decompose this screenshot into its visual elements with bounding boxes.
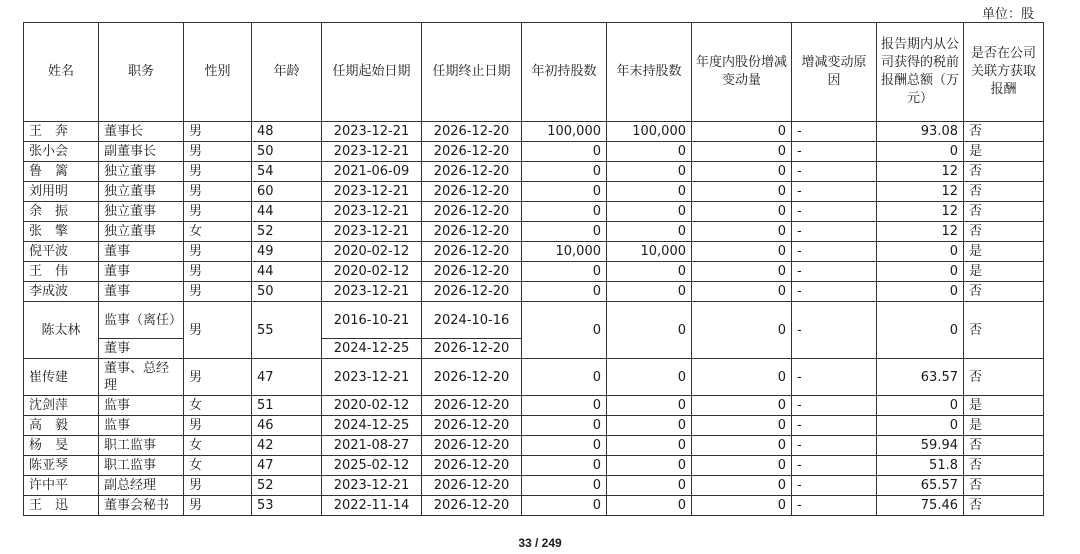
- cell-pretax-pay: 0: [877, 396, 964, 416]
- cell-pretax-pay: 0: [877, 302, 964, 359]
- cell-begin-shares: 0: [522, 476, 607, 496]
- cell-term-start: 2020-02-12: [322, 242, 422, 262]
- cell-age: 49: [252, 242, 322, 262]
- cell-title: 监事: [99, 396, 184, 416]
- cell-related-pay: 否: [964, 302, 1044, 359]
- table-header-row: [24, 23, 1044, 122]
- cell-begin-shares: 0: [522, 202, 607, 222]
- cell-begin-shares: 0: [522, 262, 607, 282]
- cell-gender: 男: [184, 476, 252, 496]
- cell-end-shares: 0: [607, 142, 692, 162]
- cell-term-end: 2026-12-20: [422, 436, 522, 456]
- table-row: [24, 262, 1044, 282]
- cell-related-pay: 是: [964, 396, 1044, 416]
- cell-name: 陈亚琴: [24, 456, 99, 476]
- cell-end-shares: 0: [607, 416, 692, 436]
- cell-term-end: 2026-12-20: [422, 262, 522, 282]
- cell-name: 倪平波: [24, 242, 99, 262]
- cell-title: 董事: [99, 262, 184, 282]
- cell-end-shares: 0: [607, 456, 692, 476]
- cell-age: 42: [252, 436, 322, 456]
- cell-name: 杨 旻: [24, 436, 99, 456]
- cell-age: 55: [252, 302, 322, 359]
- cell-change-reason: -: [792, 496, 877, 516]
- header-term-start: 任期起始日期: [322, 23, 422, 122]
- cell-gender: 女: [184, 222, 252, 242]
- cell-age: 50: [252, 282, 322, 302]
- cell-term-start: 2023-12-21: [322, 142, 422, 162]
- cell-related-pay: 否: [964, 476, 1044, 496]
- cell-change-reason: -: [792, 359, 877, 396]
- cell-change-reason: -: [792, 416, 877, 436]
- cell-related-pay: 否: [964, 182, 1044, 202]
- cell-term-start: 2020-02-12: [322, 262, 422, 282]
- cell-end-shares: 100,000: [607, 122, 692, 142]
- cell-begin-shares: 0: [522, 496, 607, 516]
- cell-name: 鲁 篱: [24, 162, 99, 182]
- cell-term-end: 2026-12-20: [422, 242, 522, 262]
- cell-name: 沈剑萍: [24, 396, 99, 416]
- unit-label: 单位：股: [981, 7, 1034, 22]
- cell-age: 60: [252, 182, 322, 202]
- cell-term-start: 2023-12-21: [322, 359, 422, 396]
- cell-name: 王 迅: [24, 496, 99, 516]
- cell-begin-shares: 0: [522, 416, 607, 436]
- cell-title: 董事、总经理: [99, 359, 184, 396]
- cell-term-end: 2026-12-20: [422, 162, 522, 182]
- page-number: 33 / 249: [518, 536, 562, 550]
- cell-pretax-pay: 63.57: [877, 359, 964, 396]
- cell-share-change: 0: [692, 436, 792, 456]
- cell-begin-shares: 0: [522, 436, 607, 456]
- cell-gender: 男: [184, 122, 252, 142]
- executive-shareholding-table: [23, 22, 1044, 516]
- cell-share-change: 0: [692, 262, 792, 282]
- cell-share-change: 0: [692, 456, 792, 476]
- cell-related-pay: 否: [964, 162, 1044, 182]
- cell-gender: 男: [184, 359, 252, 396]
- cell-term-start: 2022-11-14: [322, 496, 422, 516]
- cell-gender: 男: [184, 202, 252, 222]
- cell-gender: 女: [184, 396, 252, 416]
- cell-gender: 男: [184, 182, 252, 202]
- cell-begin-shares: 0: [522, 282, 607, 302]
- cell-gender: 男: [184, 242, 252, 262]
- cell-change-reason: -: [792, 202, 877, 222]
- cell-begin-shares: 0: [522, 142, 607, 162]
- cell-begin-shares: 0: [522, 396, 607, 416]
- cell-share-change: 0: [692, 202, 792, 222]
- cell-related-pay: 是: [964, 262, 1044, 282]
- cell-end-shares: 0: [607, 222, 692, 242]
- cell-begin-shares: 0: [522, 162, 607, 182]
- cell-term-start: 2023-12-21: [322, 122, 422, 142]
- cell-related-pay: 否: [964, 122, 1044, 142]
- cell-term-end: 2026-12-20: [422, 456, 522, 476]
- header-title: 职务: [99, 23, 184, 122]
- cell-term-start: 2023-12-21: [322, 202, 422, 222]
- cell-name: 陈太林: [24, 302, 99, 359]
- header-age: 年龄: [252, 23, 322, 122]
- table-row: [24, 456, 1044, 476]
- cell-title: 独立董事: [99, 222, 184, 242]
- cell-pretax-pay: 0: [877, 262, 964, 282]
- cell-term-end: 2026-12-20: [422, 339, 522, 359]
- cell-term-start: 2024-12-25: [322, 339, 422, 359]
- cell-share-change: 0: [692, 302, 792, 359]
- cell-title: 职工监事: [99, 456, 184, 476]
- cell-title: 独立董事: [99, 162, 184, 182]
- header-name: 姓名: [24, 23, 99, 122]
- cell-pretax-pay: 12: [877, 162, 964, 182]
- cell-name: 许中平: [24, 476, 99, 496]
- table-row: [24, 396, 1044, 416]
- cell-end-shares: 0: [607, 182, 692, 202]
- cell-term-end: 2026-12-20: [422, 416, 522, 436]
- cell-title: 独立董事: [99, 182, 184, 202]
- cell-gender: 男: [184, 262, 252, 282]
- cell-end-shares: 0: [607, 162, 692, 182]
- cell-related-pay: 否: [964, 496, 1044, 516]
- cell-share-change: 0: [692, 182, 792, 202]
- cell-pretax-pay: 65.57: [877, 476, 964, 496]
- cell-name: 高 毅: [24, 416, 99, 436]
- cell-share-change: 0: [692, 242, 792, 262]
- cell-related-pay: 否: [964, 456, 1044, 476]
- table-row: [24, 476, 1044, 496]
- cell-gender: 男: [184, 162, 252, 182]
- header-end-shares: 年末持股数: [607, 23, 692, 122]
- table-row: [24, 162, 1044, 182]
- cell-term-end: 2026-12-20: [422, 496, 522, 516]
- cell-term-end: 2026-12-20: [422, 282, 522, 302]
- cell-title: 董事: [99, 339, 184, 359]
- cell-change-reason: -: [792, 282, 877, 302]
- cell-title: 副董事长: [99, 142, 184, 162]
- header-pretax-pay: 报告期内从公司获得的税前报酬总额（万元）: [877, 23, 964, 122]
- header-related-pay: 是否在公司关联方获取报酬: [964, 23, 1044, 122]
- cell-share-change: 0: [692, 162, 792, 182]
- header-term-end: 任期终止日期: [422, 23, 522, 122]
- cell-change-reason: -: [792, 242, 877, 262]
- cell-pretax-pay: 93.08: [877, 122, 964, 142]
- cell-name: 刘用明: [24, 182, 99, 202]
- cell-pretax-pay: 51.8: [877, 456, 964, 476]
- cell-age: 53: [252, 496, 322, 516]
- cell-end-shares: 0: [607, 302, 692, 359]
- cell-change-reason: -: [792, 182, 877, 202]
- cell-title: 独立董事: [99, 202, 184, 222]
- cell-pretax-pay: 0: [877, 282, 964, 302]
- cell-end-shares: 0: [607, 436, 692, 456]
- cell-change-reason: -: [792, 262, 877, 282]
- cell-term-start: 2021-08-27: [322, 436, 422, 456]
- cell-change-reason: -: [792, 162, 877, 182]
- cell-age: 44: [252, 202, 322, 222]
- cell-end-shares: 0: [607, 359, 692, 396]
- table-row: [24, 436, 1044, 456]
- cell-name: 张 擎: [24, 222, 99, 242]
- cell-related-pay: 是: [964, 416, 1044, 436]
- table-row: [24, 142, 1044, 162]
- cell-share-change: 0: [692, 359, 792, 396]
- cell-change-reason: -: [792, 302, 877, 359]
- cell-term-end: 2026-12-20: [422, 122, 522, 142]
- cell-title: 监事: [99, 416, 184, 436]
- table-row: [24, 182, 1044, 202]
- cell-pretax-pay: 12: [877, 222, 964, 242]
- cell-related-pay: 是: [964, 142, 1044, 162]
- cell-begin-shares: 10,000: [522, 242, 607, 262]
- cell-term-start: 2023-12-21: [322, 182, 422, 202]
- cell-related-pay: 是: [964, 242, 1044, 262]
- cell-share-change: 0: [692, 476, 792, 496]
- cell-title: 董事: [99, 282, 184, 302]
- cell-name: 王 奔: [24, 122, 99, 142]
- cell-name: 张小会: [24, 142, 99, 162]
- cell-term-start: 2016-10-21: [322, 302, 422, 339]
- cell-pretax-pay: 12: [877, 202, 964, 222]
- cell-pretax-pay: 0: [877, 142, 964, 162]
- cell-term-end: 2026-12-20: [422, 476, 522, 496]
- cell-pretax-pay: 0: [877, 416, 964, 436]
- cell-begin-shares: 0: [522, 222, 607, 242]
- cell-name: 王 伟: [24, 262, 99, 282]
- cell-term-end: 2026-12-20: [422, 202, 522, 222]
- cell-age: 50: [252, 142, 322, 162]
- cell-title: 董事会秘书: [99, 496, 184, 516]
- cell-related-pay: 否: [964, 359, 1044, 396]
- cell-share-change: 0: [692, 222, 792, 242]
- cell-age: 51: [252, 396, 322, 416]
- cell-change-reason: -: [792, 436, 877, 456]
- cell-related-pay: 否: [964, 436, 1044, 456]
- cell-pretax-pay: 12: [877, 182, 964, 202]
- cell-end-shares: 0: [607, 282, 692, 302]
- cell-term-end: 2026-12-20: [422, 182, 522, 202]
- cell-title: 职工监事: [99, 436, 184, 456]
- cell-term-start: 2024-12-25: [322, 416, 422, 436]
- table-row: [24, 416, 1044, 436]
- cell-change-reason: -: [792, 122, 877, 142]
- header-share-change: 年度内股份增减变动量: [692, 23, 792, 122]
- cell-share-change: 0: [692, 496, 792, 516]
- cell-end-shares: 0: [607, 496, 692, 516]
- cell-end-shares: 0: [607, 476, 692, 496]
- cell-share-change: 0: [692, 396, 792, 416]
- cell-age: 52: [252, 222, 322, 242]
- cell-change-reason: -: [792, 222, 877, 242]
- cell-age: 44: [252, 262, 322, 282]
- cell-share-change: 0: [692, 416, 792, 436]
- cell-age: 52: [252, 476, 322, 496]
- cell-term-start: 2025-02-12: [322, 456, 422, 476]
- cell-pretax-pay: 75.46: [877, 496, 964, 516]
- cell-name: 崔传建: [24, 359, 99, 396]
- cell-age: 48: [252, 122, 322, 142]
- cell-term-start: 2023-12-21: [322, 282, 422, 302]
- header-gender: 性别: [184, 23, 252, 122]
- cell-gender: 男: [184, 496, 252, 516]
- cell-gender: 男: [184, 302, 252, 359]
- cell-age: 46: [252, 416, 322, 436]
- cell-change-reason: -: [792, 396, 877, 416]
- cell-end-shares: 10,000: [607, 242, 692, 262]
- cell-change-reason: -: [792, 456, 877, 476]
- cell-share-change: 0: [692, 122, 792, 142]
- table-row-multi-term: [24, 302, 1044, 339]
- cell-begin-shares: 0: [522, 359, 607, 396]
- cell-age: 47: [252, 456, 322, 476]
- table-row: [24, 202, 1044, 222]
- cell-pretax-pay: 0: [877, 242, 964, 262]
- cell-age: 54: [252, 162, 322, 182]
- cell-name: 余 振: [24, 202, 99, 222]
- table-row: [24, 242, 1044, 262]
- table-row: [24, 282, 1044, 302]
- cell-age: 47: [252, 359, 322, 396]
- cell-pretax-pay: 59.94: [877, 436, 964, 456]
- table-row: [24, 359, 1044, 396]
- cell-term-end: 2026-12-20: [422, 396, 522, 416]
- cell-gender: 女: [184, 436, 252, 456]
- cell-end-shares: 0: [607, 396, 692, 416]
- cell-term-start: 2021-06-09: [322, 162, 422, 182]
- cell-end-shares: 0: [607, 262, 692, 282]
- cell-end-shares: 0: [607, 202, 692, 222]
- cell-gender: 女: [184, 456, 252, 476]
- cell-term-end: 2026-12-20: [422, 142, 522, 162]
- cell-title: 董事: [99, 242, 184, 262]
- cell-change-reason: -: [792, 476, 877, 496]
- header-change-reason: 增减变动原因: [792, 23, 877, 122]
- table-row: [24, 496, 1044, 516]
- cell-title: 监事（离任）: [99, 302, 184, 339]
- cell-gender: 男: [184, 142, 252, 162]
- cell-related-pay: 否: [964, 222, 1044, 242]
- cell-term-end: 2024-10-16: [422, 302, 522, 339]
- cell-begin-shares: 0: [522, 456, 607, 476]
- table-row: [24, 222, 1044, 242]
- cell-begin-shares: 100,000: [522, 122, 607, 142]
- cell-term-end: 2026-12-20: [422, 359, 522, 396]
- cell-title: 副总经理: [99, 476, 184, 496]
- cell-term-start: 2023-12-21: [322, 476, 422, 496]
- cell-share-change: 0: [692, 282, 792, 302]
- cell-title: 董事长: [99, 122, 184, 142]
- cell-begin-shares: 0: [522, 302, 607, 359]
- cell-gender: 男: [184, 416, 252, 436]
- cell-term-start: 2020-02-12: [322, 396, 422, 416]
- cell-term-end: 2026-12-20: [422, 222, 522, 242]
- header-begin-shares: 年初持股数: [522, 23, 607, 122]
- cell-related-pay: 否: [964, 282, 1044, 302]
- cell-term-start: 2023-12-21: [322, 222, 422, 242]
- cell-gender: 男: [184, 282, 252, 302]
- cell-related-pay: 否: [964, 202, 1044, 222]
- table-row: [24, 122, 1044, 142]
- cell-begin-shares: 0: [522, 182, 607, 202]
- cell-change-reason: -: [792, 142, 877, 162]
- cell-share-change: 0: [692, 142, 792, 162]
- cell-name: 李成波: [24, 282, 99, 302]
